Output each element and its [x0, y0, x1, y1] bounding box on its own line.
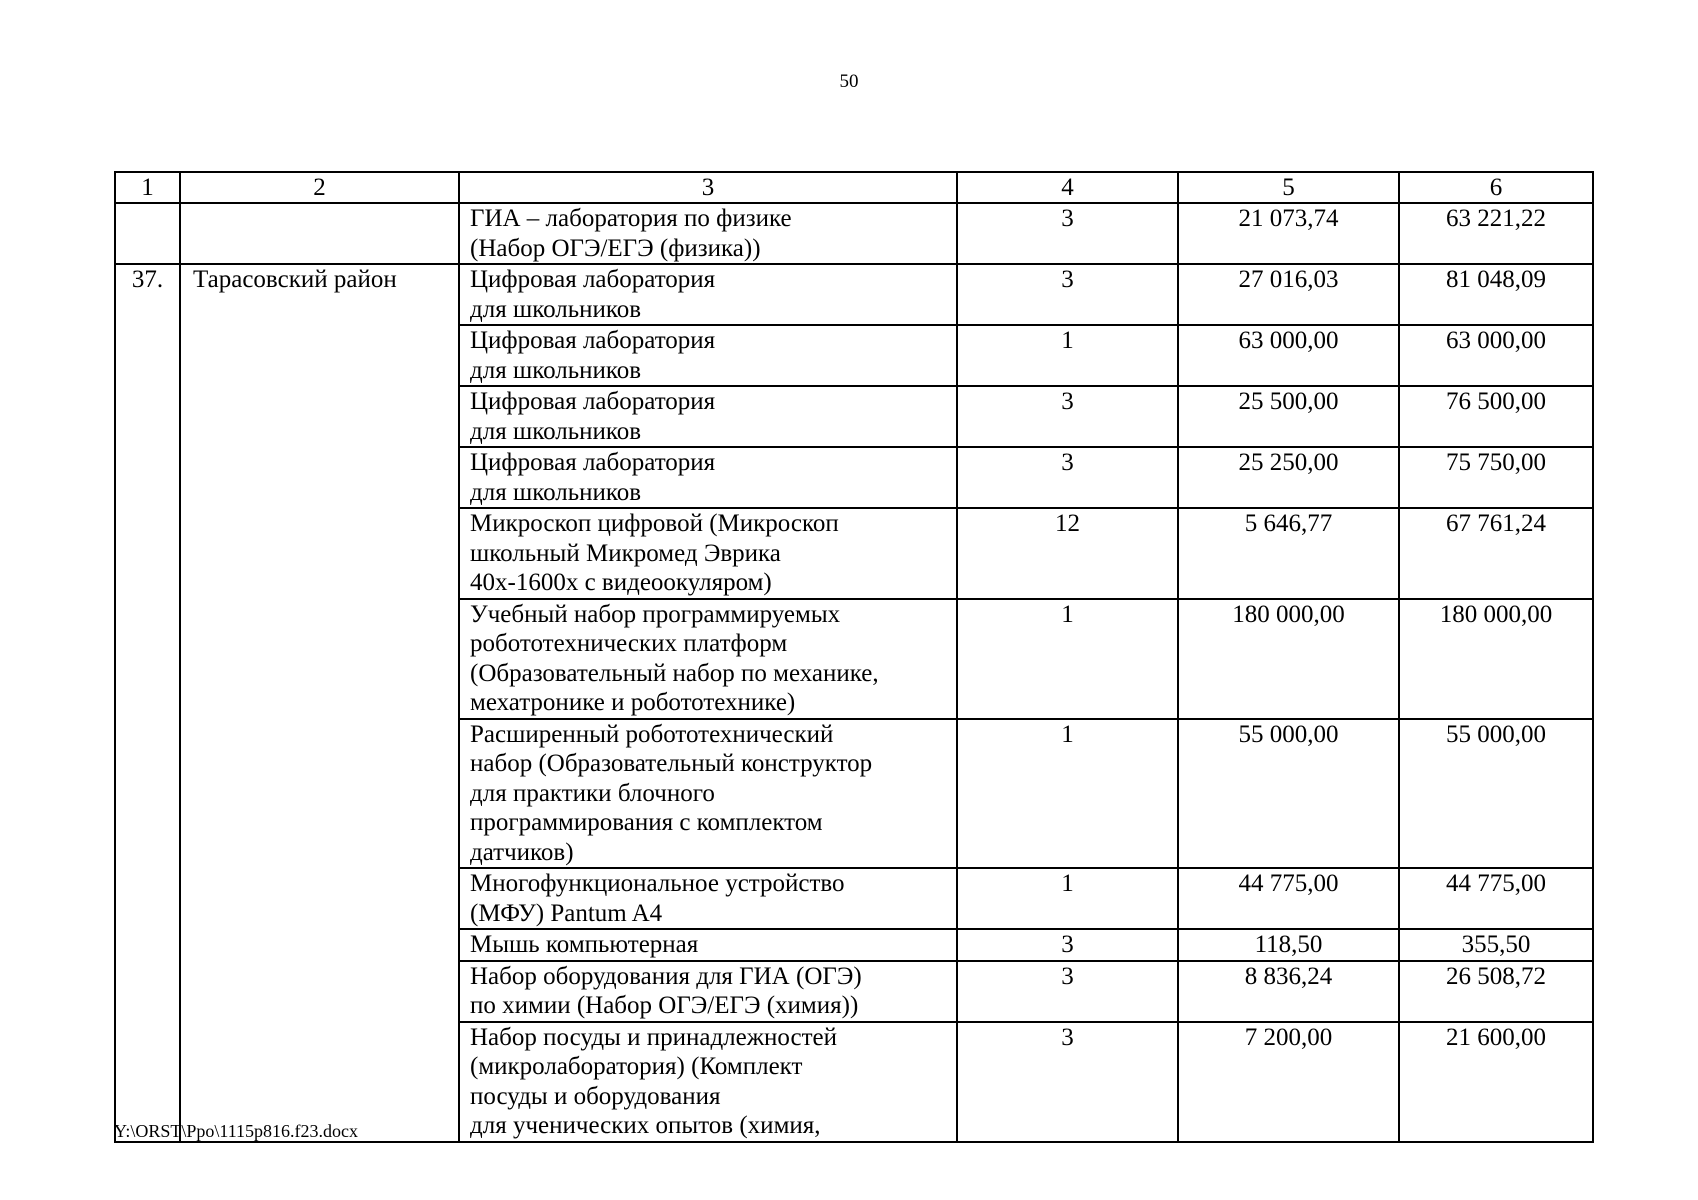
district-cell [180, 203, 459, 264]
total-cell: 180 000,00 [1399, 599, 1593, 719]
quantity-cell: 3 [957, 929, 1178, 961]
unit-price-cell: 5 646,77 [1178, 508, 1399, 599]
item-cell: Набор посуды и принадлежностей (микролаборатория) (Комплект посуды и оборудования для ученических опытов (химия, [459, 1022, 957, 1142]
total-cell: 26 508,72 [1399, 961, 1593, 1022]
total-cell: 21 600,00 [1399, 1022, 1593, 1142]
unit-price-cell: 55 000,00 [1178, 719, 1399, 869]
table-row [115, 203, 1593, 264]
item-cell: Мышь компьютерная [459, 929, 957, 961]
item-cell: Цифровая лаборатория для школьников [459, 325, 957, 386]
unit-price-cell: 180 000,00 [1178, 599, 1399, 719]
unit-price-cell: 8 836,24 [1178, 961, 1399, 1022]
item-cell: Цифровая лаборатория для школьников [459, 447, 957, 508]
quantity-cell: 12 [957, 508, 1178, 599]
column-header-5: 5 [1178, 172, 1399, 203]
total-cell: 67 761,24 [1399, 508, 1593, 599]
total-cell: 355,50 [1399, 929, 1593, 961]
item-cell: Учебный набор программируемых робототехнических платформ (Образовательный набор по механике, мехатронике и робототехнике) [459, 599, 957, 719]
page-number: 50 [839, 71, 859, 92]
item-cell: Многофункциональное устройство (МФУ) Pantum A4 [459, 868, 957, 929]
quantity-cell: 3 [957, 264, 1178, 325]
item-cell: Набор оборудования для ГИА (ОГЭ) по химии (Набор ОГЭ/ЕГЭ (химия)) [459, 961, 957, 1022]
unit-price-cell: 63 000,00 [1178, 325, 1399, 386]
unit-price-cell: 27 016,03 [1178, 264, 1399, 325]
item-cell: Цифровая лаборатория для школьников [459, 386, 957, 447]
quantity-cell: 1 [957, 599, 1178, 719]
total-cell: 76 500,00 [1399, 386, 1593, 447]
equipment-table [114, 171, 1594, 1143]
total-cell: 75 750,00 [1399, 447, 1593, 508]
total-cell: 55 000,00 [1399, 719, 1593, 869]
total-cell: 63 221,22 [1399, 203, 1593, 264]
quantity-cell: 1 [957, 868, 1178, 929]
column-header-4: 4 [957, 172, 1178, 203]
total-cell: 63 000,00 [1399, 325, 1593, 386]
row-number-cell [115, 203, 180, 264]
unit-price-cell: 44 775,00 [1178, 868, 1399, 929]
item-cell: Цифровая лаборатория для школьников [459, 264, 957, 325]
unit-price-cell: 7 200,00 [1178, 1022, 1399, 1142]
quantity-cell: 3 [957, 1022, 1178, 1142]
unit-price-cell: 25 500,00 [1178, 386, 1399, 447]
quantity-cell: 3 [957, 961, 1178, 1022]
column-header-1: 1 [115, 172, 180, 203]
table-header-row [115, 172, 1593, 203]
unit-price-cell: 21 073,74 [1178, 203, 1399, 264]
quantity-cell: 3 [957, 203, 1178, 264]
table-row [115, 264, 1593, 325]
item-cell: Расширенный робототехнический набор (Образовательный конструктор для практики блочного программирования с комплектом датчиков) [459, 719, 957, 869]
unit-price-cell: 25 250,00 [1178, 447, 1399, 508]
quantity-cell: 1 [957, 719, 1178, 869]
column-header-2: 2 [180, 172, 459, 203]
column-header-3: 3 [459, 172, 957, 203]
footer-file-path: Y:\ORST\Ppo\1115p816.f23.docx [114, 1121, 359, 1141]
district-cell: Тарасовский район [180, 264, 459, 1142]
unit-price-cell: 118,50 [1178, 929, 1399, 961]
quantity-cell: 3 [957, 447, 1178, 508]
total-cell: 44 775,00 [1399, 868, 1593, 929]
total-cell: 81 048,09 [1399, 264, 1593, 325]
column-header-6: 6 [1399, 172, 1593, 203]
item-cell: Микроскоп цифровой (Микроскоп школьный Микромед Эврика 40х-1600х с видеоокуляром) [459, 508, 957, 599]
quantity-cell: 1 [957, 325, 1178, 386]
item-cell: ГИА – лаборатория по физике (Набор ОГЭ/ЕГЭ (физика)) [459, 203, 957, 264]
row-number-cell: 37. [115, 264, 180, 1142]
quantity-cell: 3 [957, 386, 1178, 447]
